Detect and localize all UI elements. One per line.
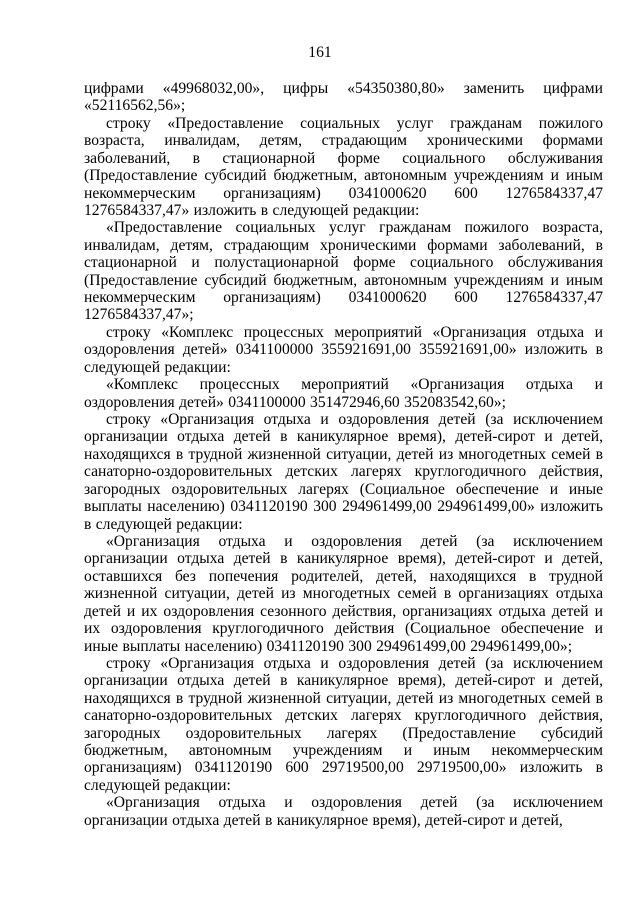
- body-paragraph: строку «Комплекс процессных мероприятий «Организация отдыха и оздоровления детей» 0341100000 355921691,00 355921691,00» изложить в следующей редакции:: [84, 323, 603, 376]
- body-paragraph: «Предоставление социальных услуг гражданам пожилого возраста, инвалидам, детям, страдающим хроническими формами заболеваний, в стационарной и полустационарной форме социального обслуживания (Предоставление субсидий бюджетным, автономным учреждениям и иным некоммерческим организациям) 0341000620 600 1276584337,47 1276584337,47»;: [84, 219, 603, 324]
- body-paragraph: цифрами «49968032,00», цифры «54350380,80» заменить цифрами «52116562,56»;: [84, 80, 603, 115]
- body-paragraph: строку «Организация отдыха и оздоровления детей (за исключением организации отдыха детей в каникулярное время), детей-сирот и детей, находящихся в трудной жизненной ситуации, детей из многодетных семей в санаторно-оздоровительных детских лагерях круглогодичного действия, загородных оздоровительных лагерях (Предоставление субсидий бюджетным, автономным учреждениям и иным некоммерческим организациям) 0341120190 600 29719500,00 29719500,00» изложить в следующей редакции:: [84, 654, 603, 794]
- body-paragraph: строку «Организация отдыха и оздоровления детей (за исключением организации отдыха детей в каникулярное время), детей-сирот и детей, находящихся в трудной жизненной ситуации, детей из многодетных семей в санаторно-оздоровительных детских лагерях круглогодичного действия, загородных оздоровительных лагерях (Социальное обеспечение и иные выплаты населению) 0341120190 300 294961499,00 294961499,00» изложить в следующей редакции:: [84, 411, 603, 533]
- body-paragraph: «Организация отдыха и оздоровления детей (за исключением организации отдыха детей в каникулярное время), детей-сирот и детей, оставшихся без попечения родителей, детей, находящихся в трудной жизненной ситуации, детей из многодетных семей в организациях отдыха детей и их оздоровления сезонного действия, организациях отдыха детей и их оздоровления круглогодичного действия (Социальное обеспечение и иные выплаты населению) 0341120190 300 294961499,00 294961499,00»;: [84, 532, 603, 655]
- body-paragraph: строку «Предоставление социальных услуг гражданам пожилого возраста, инвалидам, детям, страдающим хроническими формами заболеваний, в стационарной форме социального обслуживания (Предоставление субсидий бюджетным, автономным учреждениям и иным некоммерческим организациям) 0341000620 600 1276584337,47 1276584337,47» изложить в следующей редакции:: [84, 114, 603, 219]
- body-paragraph: «Комплекс процессных мероприятий «Организация отдыха и оздоровления детей» 0341100000 351472946,60 352083542,60»;: [84, 376, 603, 411]
- document-body: [84, 80, 603, 829]
- body-paragraph: «Организация отдыха и оздоровления детей (за исключением организации отдыха детей в каникулярное время), детей-сирот и детей,: [84, 794, 603, 829]
- page-number: 161: [308, 44, 332, 61]
